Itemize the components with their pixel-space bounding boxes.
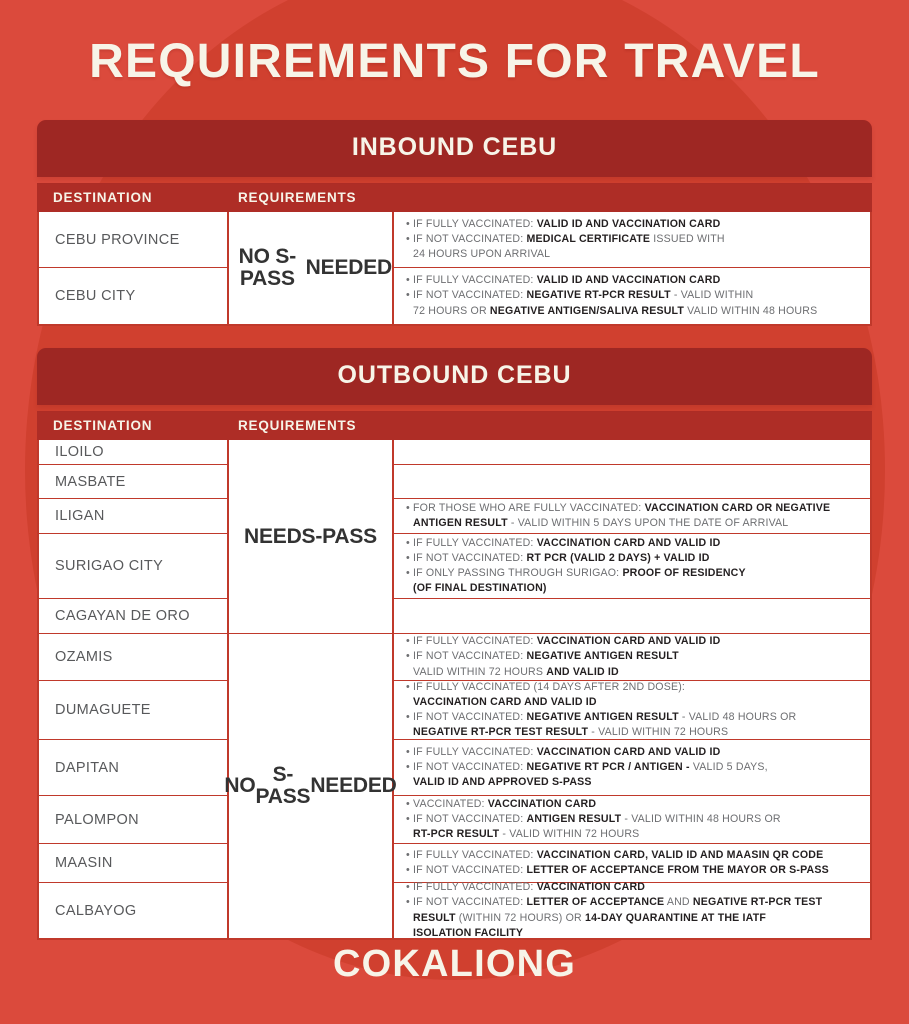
destination-label: DAPITAN	[55, 759, 120, 776]
destination-cell	[39, 440, 227, 465]
requirement-text: IF FULLY VACCINATED:	[413, 536, 537, 549]
requirement-emphasis: NEGATIVE RT-PCR RESULT	[526, 289, 671, 302]
pass-status-line: S-PASS	[301, 524, 377, 548]
requirement-emphasis: VACCINATION CARD AND VALID ID	[536, 536, 721, 549]
bullet-icon: •	[406, 711, 414, 723]
requirement-text: VACCINATED:	[413, 797, 488, 810]
inbound-requirements-column-header: REQUIREMENTS	[238, 190, 357, 205]
bullet-icon: •	[406, 536, 414, 549]
requirement-line	[406, 848, 860, 863]
requirements-cell	[394, 844, 870, 883]
requirement-text: IF FULLY VACCINATED:	[413, 274, 537, 287]
requirement-line	[406, 232, 860, 247]
requirements-cell	[394, 465, 870, 499]
requirement-text: IF NOT VACCINATED:	[413, 812, 527, 825]
footer-brand: COKALIONG	[332, 943, 576, 985]
bullet-icon: •	[406, 650, 414, 663]
requirement-emphasis: NEGATIVE ANTIGEN RESULT	[526, 711, 679, 723]
outbound-requirements-column	[394, 440, 870, 938]
requirement-text: VALID WITHIN 48 HOURS	[684, 304, 818, 317]
destination-cell	[39, 681, 227, 740]
destination-label: ILIGAN	[55, 508, 105, 524]
requirement-emphasis: RT-PCR RESULT	[413, 828, 500, 841]
requirements-cell	[394, 740, 870, 796]
requirement-text: - VALID WITHIN 5 DAYS UPON THE DATE OF ARRIVAL	[507, 517, 789, 529]
inbound-section-header: INBOUND CEBU	[37, 120, 872, 177]
requirement-line	[406, 501, 860, 516]
requirements-cell	[394, 534, 870, 599]
requirement-text: IF NOT VACCINATED:	[413, 864, 527, 876]
requirement-emphasis: PROOF OF RESIDENCY	[622, 567, 746, 579]
requirement-emphasis: MEDICAL CERTIFICATE	[526, 232, 651, 245]
bullet-icon: •	[406, 797, 414, 810]
pass-status-line: NEED	[244, 524, 302, 548]
requirement-emphasis: VACCINATION CARD OR NEGATIVE	[644, 501, 831, 514]
outbound-destination-column-header: DESTINATION	[53, 418, 153, 433]
requirement-line	[406, 710, 860, 725]
requirement-line	[406, 247, 860, 262]
requirements-cell	[394, 599, 870, 634]
destination-cell	[39, 499, 227, 534]
destination-label: CALBAYOG	[55, 902, 137, 919]
requirement-text: 24 HOURS UPON ARRIVAL	[413, 248, 551, 261]
requirement-emphasis: RT PCR (VALID 2 DAYS) + VALID ID	[526, 551, 710, 564]
requirement-text: IF FULLY VACCINATED:	[413, 848, 537, 861]
requirement-emphasis: VACCINATION CARD AND VALID ID	[536, 745, 721, 758]
outbound-column-header-row	[37, 411, 872, 440]
requirements-cell	[394, 212, 870, 268]
inbound-requirements-column	[394, 212, 870, 324]
requirement-emphasis: 14-DAY QUARANTINE AT THE IATF	[585, 911, 767, 924]
requirement-line	[406, 812, 860, 827]
outbound-cebu-section	[37, 348, 872, 940]
requirement-text: - VALID 48 HOURS OR	[678, 711, 797, 723]
requirement-line	[406, 695, 860, 710]
requirement-line	[406, 760, 860, 775]
requirement-emphasis: LETTER OF ACCEPTANCE FROM THE MAYOR OR S-PASS	[526, 864, 829, 876]
bullet-icon: •	[406, 760, 414, 773]
requirement-text: IF NOT VACCINATED:	[413, 650, 527, 663]
requirement-line	[406, 217, 860, 232]
requirement-text: (WITHIN 72 HOURS) OR	[455, 911, 585, 924]
requirement-text: IF NOT VACCINATED:	[413, 232, 527, 245]
requirement-text: FOR THOSE WHO ARE FULLY VACCINATED:	[413, 501, 645, 514]
outbound-section-header: OUTBOUND CEBU	[37, 348, 872, 405]
bullet-icon: •	[406, 232, 414, 245]
requirement-line	[406, 288, 860, 303]
bullet-icon: •	[406, 635, 414, 648]
destination-label: CAGAYAN DE ORO	[55, 608, 190, 624]
inbound-destination-column-header: DESTINATION	[53, 190, 153, 205]
bullet-icon: •	[406, 848, 414, 861]
bullet-icon: •	[406, 551, 414, 564]
destination-label: CEBU CITY	[55, 288, 136, 304]
requirement-line	[406, 880, 860, 895]
destination-label: CEBU PROVINCE	[55, 231, 180, 248]
requirements-cell	[394, 499, 870, 534]
requirement-text: AND	[664, 896, 693, 909]
destination-cell	[39, 844, 227, 883]
requirement-text: IF FULLY VACCINATED (14 DAYS AFTER 2ND DOSE):	[413, 680, 686, 693]
requirement-emphasis: NEGATIVE RT PCR / ANTIGEN -	[526, 760, 693, 773]
inbound-cebu-section	[37, 120, 872, 326]
bullet-icon: •	[406, 864, 414, 876]
requirement-line	[406, 775, 860, 790]
bullet-icon: •	[406, 896, 414, 909]
requirement-line	[406, 566, 860, 581]
outbound-table	[37, 440, 872, 940]
requirement-line	[406, 725, 860, 740]
outbound-requirements-column-header: REQUIREMENTS	[238, 418, 357, 433]
requirement-emphasis: VALID ID AND VACCINATION CARD	[536, 217, 721, 230]
pass-status-line: S-PASS	[255, 763, 311, 808]
destination-label: ILOILO	[55, 444, 104, 460]
requirement-text: IF ONLY PASSING THROUGH SURIGAO:	[413, 567, 623, 579]
requirement-emphasis: VACCINATION CARD, VALID ID AND MAASIN QR CODE	[536, 848, 824, 861]
requirement-emphasis: AND VALID ID	[546, 665, 619, 678]
bullet-icon: •	[406, 881, 414, 894]
requirement-text: IF NOT VACCINATED:	[413, 896, 527, 909]
pass-status-label	[224, 634, 397, 938]
pass-status-label	[229, 212, 392, 324]
requirement-text: IF FULLY VACCINATED:	[413, 881, 537, 894]
requirement-text: IF FULLY VACCINATED:	[413, 635, 537, 648]
requirement-emphasis: NEGATIVE RT-PCR TEST RESULT	[413, 726, 589, 739]
bullet-icon: •	[406, 217, 414, 230]
destination-cell	[39, 796, 227, 844]
requirement-line	[406, 536, 860, 551]
pass-status-line: NEEDED	[310, 774, 397, 798]
requirement-text: IF FULLY VACCINATED:	[413, 217, 537, 230]
destination-label: PALOMPON	[55, 811, 139, 828]
requirement-emphasis: NEGATIVE ANTIGEN/SALIVA RESULT	[489, 304, 685, 317]
requirement-text: IF NOT VACCINATED:	[413, 289, 527, 302]
destination-cell	[39, 599, 227, 634]
requirement-emphasis: VACCINATION CARD	[536, 881, 646, 894]
requirement-line	[406, 911, 860, 926]
requirement-line	[406, 680, 860, 695]
destination-cell	[39, 534, 227, 599]
requirement-emphasis: VALID ID AND APPROVED S-PASS	[413, 776, 592, 789]
requirement-line	[406, 273, 860, 288]
requirement-emphasis: LETTER OF ACCEPTANCE	[526, 896, 665, 909]
requirement-text: - VALID WITHIN 72 HOURS	[588, 726, 729, 739]
bullet-icon: •	[406, 289, 414, 302]
requirement-line	[406, 516, 860, 531]
requirement-line	[406, 827, 860, 842]
requirement-emphasis: ANTIGEN RESULT	[413, 517, 508, 529]
bullet-icon: •	[406, 501, 414, 514]
requirements-cell	[394, 268, 870, 324]
requirement-text: IF NOT VACCINATED:	[413, 760, 527, 773]
requirement-emphasis: VACCINATION CARD AND VALID ID	[413, 695, 597, 708]
requirement-text: IF NOT VACCINATED:	[413, 711, 527, 723]
requirement-text: 72 HOURS OR	[413, 304, 490, 317]
outbound-pass-status-column	[224, 440, 397, 938]
destination-label: MASBATE	[55, 473, 126, 490]
requirement-text: - VALID WITHIN 48 HOURS OR	[621, 812, 781, 825]
requirement-line	[406, 745, 860, 760]
destination-label: MAASIN	[55, 855, 113, 871]
bullet-icon: •	[406, 567, 414, 579]
outbound-destination-column	[39, 440, 229, 938]
requirement-emphasis: (OF FINAL DESTINATION)	[413, 582, 547, 595]
bullet-icon: •	[406, 680, 414, 693]
pass-status-line: NO	[224, 774, 256, 798]
requirement-line	[406, 551, 860, 566]
inbound-destination-column	[39, 212, 229, 324]
requirements-cell	[394, 440, 870, 465]
requirement-emphasis: VACCINATION CARD	[487, 797, 597, 810]
pass-status-line: NEEDED	[305, 256, 392, 280]
destination-label: OZAMIS	[55, 649, 113, 665]
requirement-emphasis: ANTIGEN RESULT	[526, 812, 622, 825]
page-title: REQUIREMENTS FOR TRAVEL	[89, 35, 820, 88]
requirements-cell	[394, 681, 870, 740]
inbound-pass-status-column	[229, 212, 394, 324]
requirements-cell	[394, 883, 870, 938]
requirements-cell	[394, 796, 870, 844]
destination-cell	[39, 634, 227, 681]
destination-cell	[39, 268, 227, 324]
requirement-text: VALID WITHIN 72 HOURS	[413, 665, 547, 678]
requirement-line	[406, 797, 860, 812]
requirement-emphasis: RESULT	[413, 911, 456, 924]
requirement-emphasis: ISOLATION FACILITY	[413, 926, 524, 939]
requirement-text: VALID 5 DAYS,	[692, 760, 768, 773]
requirement-line	[406, 926, 860, 941]
requirement-emphasis: NEGATIVE ANTIGEN RESULT	[526, 650, 679, 663]
requirement-emphasis: NEGATIVE RT-PCR TEST	[692, 896, 823, 909]
requirement-line	[406, 634, 860, 649]
requirements-cell	[394, 634, 870, 681]
bullet-icon: •	[406, 274, 414, 287]
requirement-text: - VALID WITHIN 72 HOURS	[499, 828, 640, 841]
pass-status-label	[229, 440, 392, 634]
requirement-line	[406, 895, 860, 910]
destination-cell	[39, 883, 227, 938]
bullet-icon: •	[406, 745, 414, 758]
requirement-text: ISSUED WITH	[650, 232, 725, 245]
destination-label: DUMAGUETE	[55, 702, 151, 718]
destination-cell	[39, 465, 227, 499]
destination-cell	[39, 212, 227, 268]
requirement-line	[406, 304, 860, 319]
pass-status-line: NO S-PASS	[238, 245, 296, 290]
inbound-column-header-row	[37, 183, 872, 212]
requirement-line	[406, 665, 860, 680]
requirement-text: - VALID WITHIN	[670, 289, 754, 302]
requirement-line	[406, 649, 860, 664]
destination-cell	[39, 740, 227, 796]
requirement-text: IF FULLY VACCINATED:	[413, 745, 537, 758]
inbound-table	[37, 212, 872, 326]
destination-label: SURIGAO CITY	[55, 558, 164, 574]
requirement-emphasis: VACCINATION CARD AND VALID ID	[536, 635, 721, 648]
requirement-text: IF NOT VACCINATED:	[413, 551, 527, 564]
requirement-line	[406, 863, 860, 878]
requirement-line	[406, 581, 860, 596]
requirement-emphasis: VALID ID AND VACCINATION CARD	[536, 274, 721, 287]
bullet-icon: •	[406, 812, 414, 825]
